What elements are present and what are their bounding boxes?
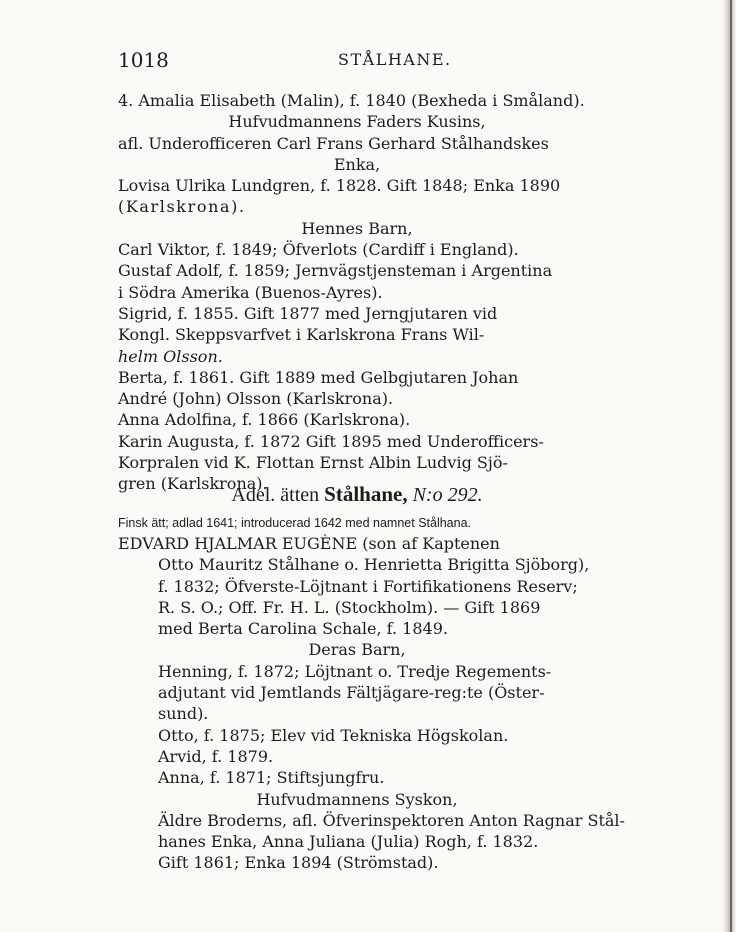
text-line: Gift 1861; Enka 1894 (Strömstad). (158, 853, 439, 873)
text-line: Hennes Barn, (301, 218, 413, 238)
running-head: STÅLHANE. (338, 50, 452, 69)
section-title-prefix: Adel. ätten (231, 484, 320, 506)
text-line: hanes Enka, Anna Juliana (Julia) Rogh, f. 1832. (158, 832, 539, 852)
section-note: Finsk ätt; adlad 1641; introducerad 1642 med namnet Stålhana. (118, 516, 472, 530)
section-stalhane-292 (118, 480, 625, 874)
text-line: Sigrid, f. 1855. Gift 1877 med Jerngjutaren vid (118, 303, 498, 323)
text-line: Karin Augusta, f. 1872 Gift 1895 med Underofficers- (118, 431, 544, 451)
section-title-name: Stålhane, (324, 482, 408, 506)
text-line: Enka, (333, 154, 381, 174)
text-line: Lovisa Ulrika Lundgren, f. 1828. Gift 1848; Enka 1890 (118, 176, 561, 196)
text-line: Kongl. Skeppsvarfvet i Karlskrona Frans Wil- (118, 325, 485, 345)
section-title (118, 480, 596, 509)
text-line: helm Olsson. (118, 346, 223, 366)
text-line: Korpralen vid K. Flottan Ernst Albin Ludvig Sjö- (118, 453, 508, 473)
page-edge (722, 0, 736, 932)
section-title-number: N:o 292. (412, 484, 483, 506)
text-line: Gustaf Adolf, f. 1859; Jernvägstjensteman i Argentina (118, 261, 553, 281)
text-line: Henning, f. 1872; Löjtnant o. Tredje Regements- (158, 661, 552, 681)
page-number: 1018 (118, 48, 169, 72)
text-line: med Berta Carolina Schale, f. 1849. (158, 619, 448, 639)
text-line: gren (Karlskrona). (118, 474, 268, 494)
page-header (118, 48, 598, 74)
text-line: sund). (158, 704, 209, 724)
text-line: Arvid, f. 1879. (158, 746, 274, 766)
text-line: Otto, f. 1875; Elev vid Tekniska Högskolan. (158, 725, 509, 745)
page-edge-line (730, 0, 732, 932)
text-line: i Södra Amerika (Buenos-Ayres). (118, 282, 383, 302)
text-line: afl. Underofficeren Carl Frans Gerhard Stålhandskes (118, 133, 549, 153)
text-line: André (John) Olsson (Karlskrona). (118, 389, 394, 409)
text-line: 4. Amalia Elisabeth (Malin), f. 1840 (Bexheda i Småland). (118, 91, 585, 110)
text-line: f. 1832; Öfverste-Löjtnant i Fortifikationens Reserv; (158, 576, 578, 596)
text-line: Berta, f. 1861. Gift 1889 med Gelbgjutaren Johan (118, 367, 519, 387)
text-line: R. S. O.; Off. Fr. H. L. (Stockholm). — Gift 1869 (158, 597, 541, 617)
text-line: Carl Viktor, f. 1849; Öfverlots (Cardiff i England). (118, 240, 519, 260)
text-line: Otto Mauritz Stålhane o. Henrietta Brigitta Sjöborg), (158, 555, 590, 575)
text-line: Anna Adolfina, f. 1866 (Karlskrona). (118, 410, 411, 430)
text-line: adjutant vid Jemtlands Fältjägare-reg:te (Öster- (158, 683, 545, 703)
text-line: (Karlskrona). (118, 197, 246, 217)
entry-4-block (118, 90, 596, 495)
text-line: Deras Barn, (308, 640, 406, 660)
text-line: Äldre Broderns, afl. Öfverinspektoren Anton Ragnar Stål- (158, 810, 625, 830)
text-line: EDVARD HJALMAR EUGÈNE (son af Kaptenen (118, 534, 500, 553)
text-line: Hufvudmannens Faders Kusins, (228, 112, 486, 132)
text-line: Hufvudmannens Syskon, (256, 789, 458, 809)
text-line: Anna, f. 1871; Stiftsjungfru. (158, 768, 385, 788)
